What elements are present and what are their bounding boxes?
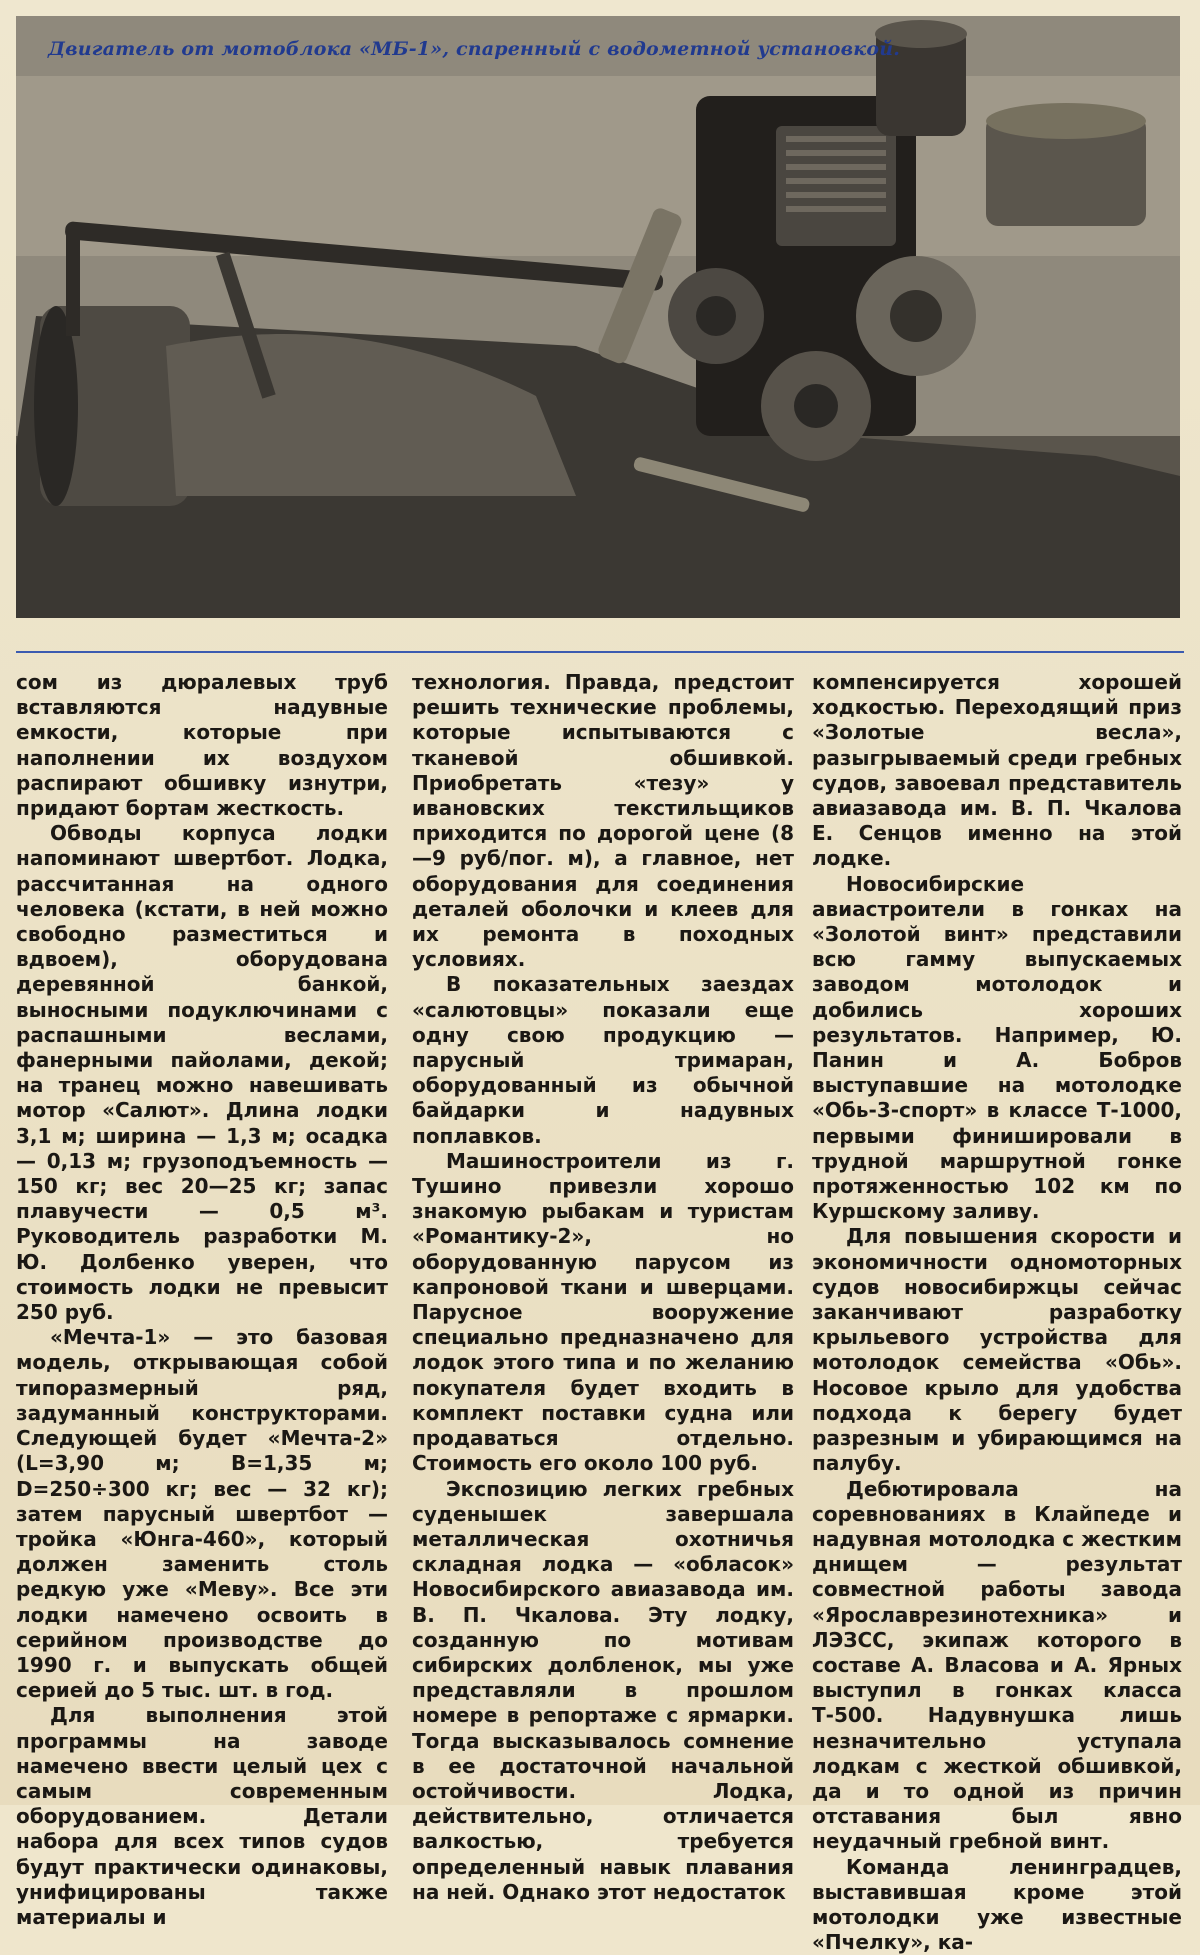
paragraph: В показательных заездах «салютовцы» показали еще одну свою продукцию — парусный тримаран, оборудованный из обычной байдарки и надувных поплавков. xyxy=(412,972,794,1148)
paragraph: компенсируется хорошей ходкостью. Переходящий приз «Золотые весла», разыгрываемый среди гребных судов, завоевал представитель авиазавода им. В. П. Чкалова Е. Сенцов именно на этой лодке. xyxy=(812,670,1182,871)
paragraph: технология. Правда, предстоит решить технические проблемы, которые испытываются с тканевой обшивкой. Приобретать «тезу» у ивановских текстильщиков приходится по дорогой цене (8—9 руб/пог. м), а главное, нет оборудования для соединения деталей оболочки и клеев для их ремонта в походных условиях. xyxy=(412,670,794,972)
engine-photo xyxy=(16,16,1180,618)
paragraph: сом из дюралевых труб вставляются надувные емкости, которые при наполнении их воздухом распирают обшивку изнутри, придают бортам жесткость. xyxy=(16,670,388,821)
paragraph: Экспозицию легких гребных суденышек завершала металлическая охотничья складная лодка — «обласок» Новосибирского авиазавода им. В. П. Чкалова. Эту лодку, созданную по мотивам сибирских долбленок, мы уже представляли в прошлом номере в репортаже с ярмарки. Тогда высказывалось сомнение в ее достаточной начальной остойчивости. Лодка, действительно, отличается валкостью, требуется определенный навык плавания на ней. Однако этот недостаток xyxy=(412,1476,794,1904)
paragraph: Дебютировала на соревнованиях в Клайпеде и надувная мотолодка с жестким днищем — результат совместной работы завода «Ярославрезинотехника» и ЛЭЗСС, экипаж которого в составе А. Власова и А. Ярных выступил в гонках класса Т-500. Надувнушка лишь незначительно уступала лодкам с жесткой обшивкой, да и то одной из причин отставания был явно неудачный гребной винт. xyxy=(812,1476,1182,1854)
paragraph: Команда ленинградцев, выставившая кроме этой мотолодки уже известные «Пчелку», ка- xyxy=(812,1854,1182,1955)
paragraph: «Мечта-1» — это базовая модель, открывающая собой типоразмерный ряд, задуманный конструкторами. Следующей будет «Мечта-2» (L=3,90 м; B=1,35 м; D=250÷300 кг; вес — 32 кг); затем парусный швертбот — тройка «Юнга-460», который должен заменить столь редкую уже «Мевy». Все эти лодки намечено освоить в серийном производстве до 1990 г. и выпускать общей серией до 5 тыс. шт. в год. xyxy=(16,1325,388,1703)
text-column-3 xyxy=(812,670,1182,1955)
text-column-2 xyxy=(412,670,794,1905)
paragraph: Машиностроители из г. Тушино привезли хорошо знакомую рыбакам и туристам «Романтику-2», но оборудованную парусом из капроновой ткани и шверцами. Парусное вооружение специально предназначено для лодок этого типа и по желанию покупателя будет входить в комплект поставки судна или продаваться отдельно. Стоимость его около 100 руб. xyxy=(412,1148,794,1476)
paragraph: Обводы корпуса лодки напоминают швертбот. Лодка, рассчитанная на одного человека (кстати, в ней можно свободно разместиться и вдвоем), оборудована деревянной банкой, выносными подуключинами с распашными веслами, фанерными пайолами, декой; на транец можно навешивать мотор «Салют». Длина лодки 3,1 м; ширина — 1,3 м; осадка — 0,13 м; грузоподъемность — 150 кг; вес 20—25 кг; запас плавучести — 0,5 м³. Руководитель разработки М. Ю. Долбенко уверен, что стоимость лодки не превысит 250 руб. xyxy=(16,821,388,1325)
section-divider xyxy=(16,651,1184,653)
paragraph: Для повышения скорости и экономичности одномоторных судов новосибиржцы сейчас заканчивают разработку крыльевого устройства для мотолодок семейства «Обь». Носовое крыло для удобства подхода к берегу будет разрезным и убирающимся на палубу. xyxy=(812,1224,1182,1476)
text-column-1 xyxy=(16,670,388,1930)
paragraph: Новосибирские авиастроители в гонках на «Золотой винт» представили всю гамму выпускаемых заводом мотолодок и добились хороших результатов. Например, Ю. Панин и А. Бобров выступавшие на мотолодке «Обь-3-спорт» в классе Т-1000, первыми финишировали в трудной маршрутной гонке протяженностью 102 км по Куршскому заливу. xyxy=(812,871,1182,1224)
engine-photo-illustration xyxy=(16,16,1180,618)
paragraph: Для выполнения этой программы на заводе намечено ввести целый цех с самым современным оборудованием. Детали набора для всех типов судов будут практически одинаковы, унифицированы также материалы и xyxy=(16,1703,388,1929)
photo-caption: Двигатель от мотоблока «МБ-1», спаренный с водометной установкой. xyxy=(48,38,901,60)
